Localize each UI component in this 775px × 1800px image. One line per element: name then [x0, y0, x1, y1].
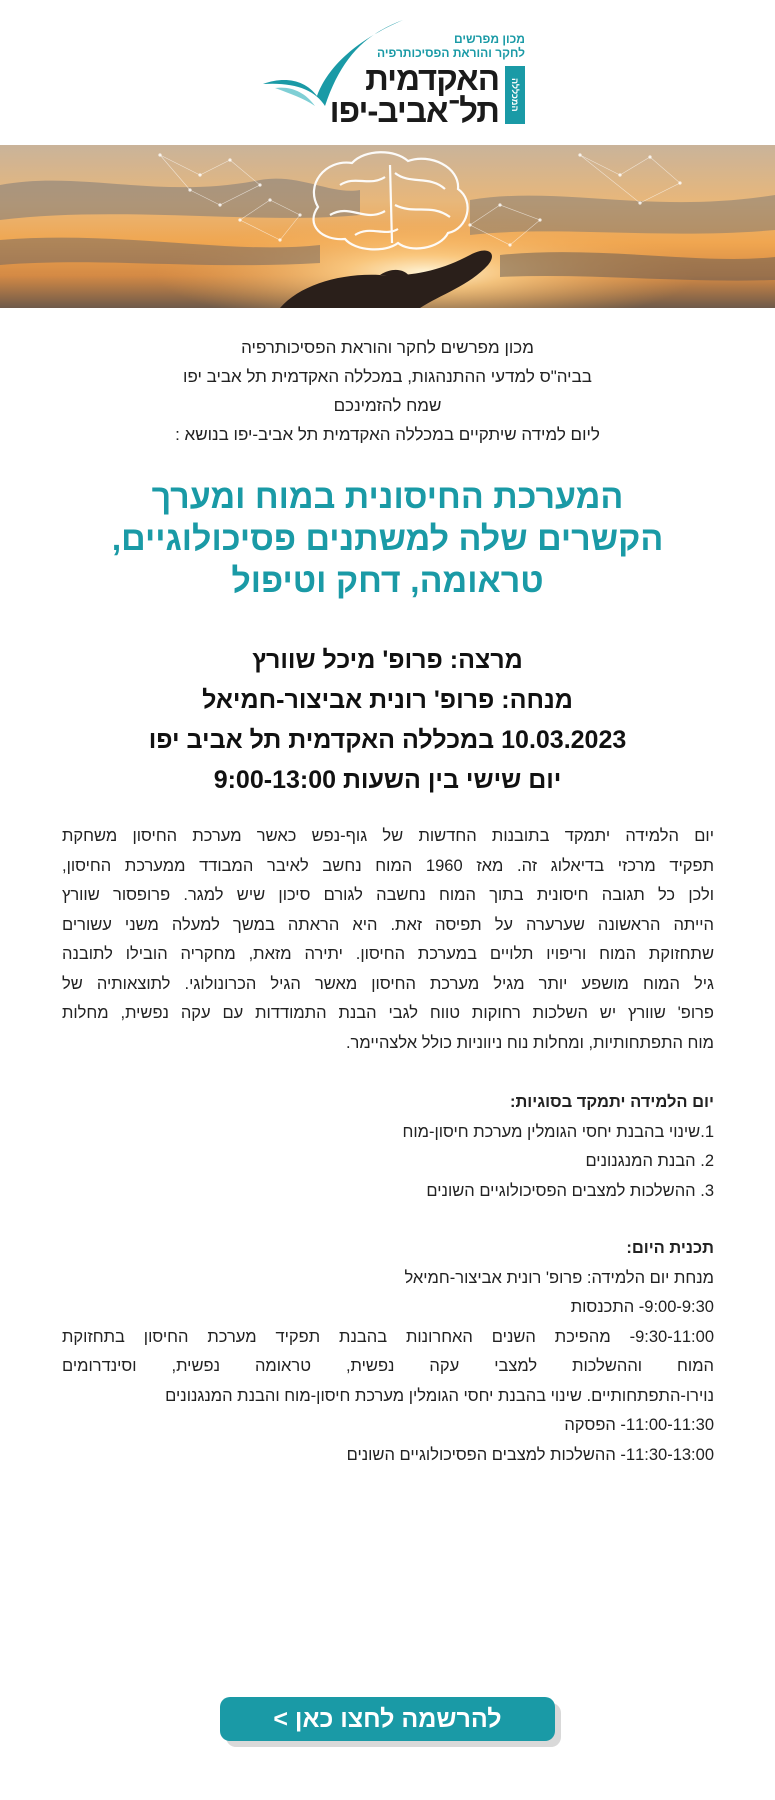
- topics-heading: יום הלמידה יתמקד בסוגיות:: [509, 1093, 714, 1111]
- description-line: תפקיד מרכזי בדיאלוג זה. מאז 1960 המוח נחשב לאיבר המבודד ממערכת החיסון,: [62, 856, 714, 875]
- register-area: [220, 1697, 555, 1745]
- schedule-heading: תכנית היום:: [626, 1239, 714, 1257]
- hero-banner: [0, 145, 775, 308]
- intro-line: שמח להזמינכם: [333, 396, 442, 415]
- description-line: שתחזוקת המוח וריפויו תלויים במערכת החיסון. יתירה מזאת, מחקריה הובילו לתובנה: [62, 945, 714, 963]
- topics-section: [62, 1088, 714, 1206]
- description-line: יום הלמידה יתמקד בתובנות החדשות של גוף-נפש כאשר מערכת החיסון משחקת: [62, 827, 714, 845]
- topic-item: 2. הבנת המנגנונים: [585, 1152, 714, 1170]
- intro-line: בביה"ס למדעי ההתנהגות, במכללה האקדמית תל אביב יפו: [183, 367, 592, 386]
- event-details: [40, 640, 735, 800]
- title-line: הקשרים שלה למשתנים פסיכולוגיים,: [111, 520, 664, 558]
- academy-logo: [255, 14, 525, 129]
- date-place: 10.03.2023 במכללה האקדמית תל אביב יפו: [148, 726, 627, 754]
- register-button[interactable]: להרשמה לחצו כאן >: [220, 1697, 555, 1741]
- event-title: [40, 476, 735, 602]
- intro-line: ליום למידה שיתקיים במכללה האקדמית תל אביב-יפו בנושא :: [175, 425, 600, 444]
- moderator: מנחה: פרופ' רונית אביצור-חמיאל: [202, 686, 573, 714]
- schedule-section: [62, 1234, 714, 1470]
- schedule-item: המוח וההשלכות למצבי עקה נפשית, טראומה נפשית, וסינדרומים: [62, 1357, 714, 1375]
- college-tag: המכללה: [505, 66, 525, 124]
- description-line: הייתה הראשונה שערערה על תפיסה זאת. היא הראתה במשך למעלה משני עשורים: [62, 915, 714, 934]
- schedule-item: נוירו-התפתחותיים. שינוי בהבנת יחסי הגומלין מערכת חיסון-מוח והבנת המנגנונים: [165, 1386, 714, 1405]
- event-time: יום שישי בין השעות 9:00-13:00: [213, 766, 562, 794]
- event-description: [62, 822, 714, 1058]
- description-line: פרופ' שוורץ יש השלכות רחוקות טווח לגבי הבנת התמודדות עם עקה נפשית, מחלות: [62, 1004, 714, 1022]
- schedule-item: 11:30-13:00- ההשלכות למצבים הפסיכולוגיים השונים: [346, 1445, 714, 1464]
- intro-line: מכון מפרשים לחקר והוראת הפסיכותרפיה: [241, 338, 534, 357]
- schedule-item: 11:00-11:30- הפסקה: [564, 1416, 714, 1434]
- institute-name: מכון מפרשים: [453, 32, 525, 46]
- topic-item: 1.שינוי בהבנת יחסי הגומלין מערכת חיסון-מוח: [402, 1122, 714, 1141]
- academy-city: תל־אביב-יפו: [329, 92, 499, 129]
- title-line: טראומה, דחק וטיפול: [231, 562, 544, 600]
- description-line: ולכן כל תגובה חיסונית בתוך המוח נחשבה לגורם סיכון שיש למגר. פרופסור שוורץ: [62, 886, 714, 904]
- brain-in-hand-image: [0, 145, 775, 308]
- lecturer: מרצה: פרופ' מיכל שוורץ: [252, 646, 523, 674]
- schedule-item: 9:30-11:00- מהפיכת השנים האחרונות בהבנת תפקיד מערכת החיסון בתחזוקת: [62, 1327, 714, 1346]
- topic-item: 3. ההשלכות למצבים הפסיכולוגיים השונים: [426, 1181, 714, 1200]
- institute-subtitle: לחקר והוראת הפסיכותרפיה: [377, 46, 525, 60]
- description-line: מוח התפתחותיות, ומחלות נוח ניווניות כולל אלצהיימר.: [345, 1033, 714, 1052]
- schedule-item: 9:00-9:30- התכנסות: [570, 1298, 714, 1316]
- intro-text: [60, 333, 715, 449]
- schedule-moderator: מנחת יום הלמידה: פרופ' רונית אביצור-חמיאל: [404, 1268, 714, 1287]
- description-line: גיל המוח מושפע יותר מגיל מערכת החיסון מאשר הגיל הכרונולוגי. לתוצאותיה של: [62, 974, 714, 993]
- academy-name: האקדמית: [365, 60, 499, 97]
- title-line: המערכת החיסונית במוח ומערך: [151, 478, 624, 516]
